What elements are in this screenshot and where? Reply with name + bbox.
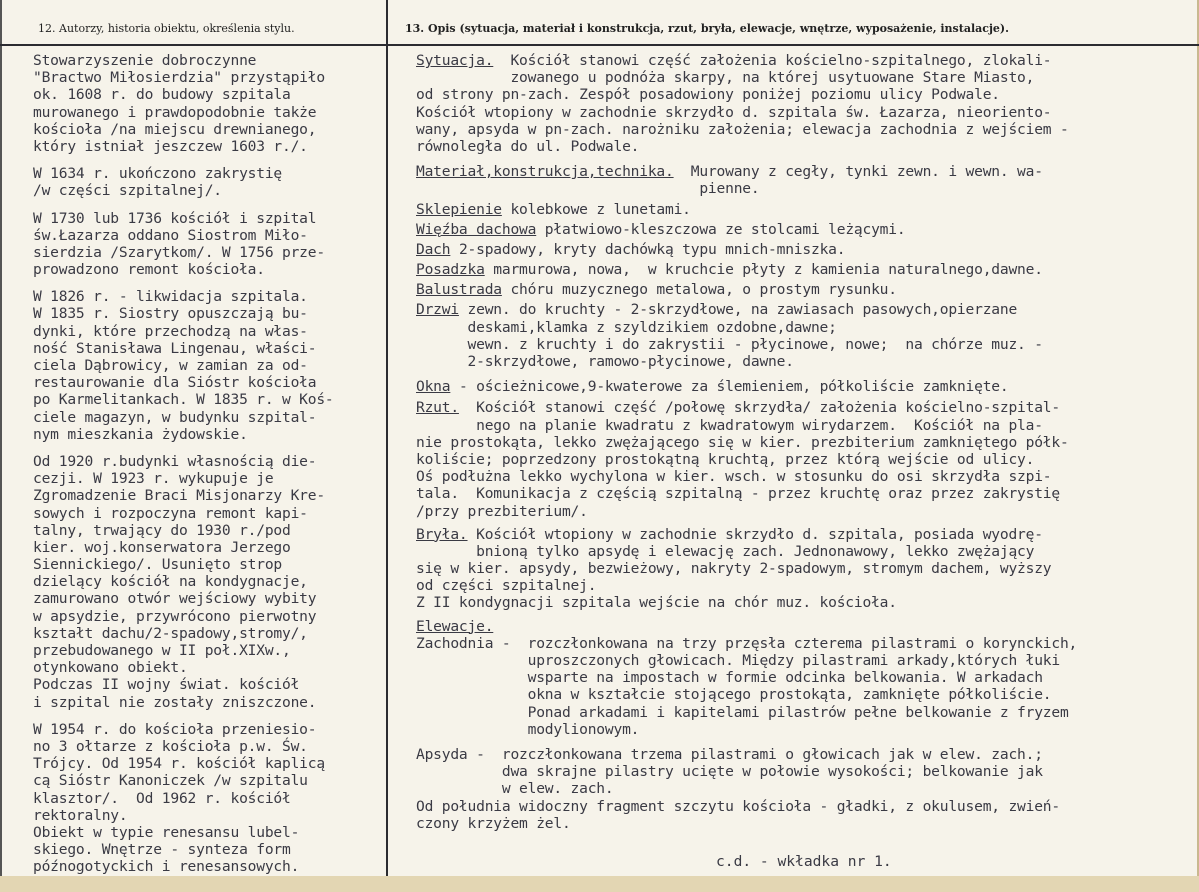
right-header-number: 13. [405, 22, 425, 35]
section-heading: Rzut. [416, 399, 459, 417]
text-line: kościoła /na miejscu drewnianego, [33, 120, 317, 138]
text-line: czony krzyżem żel. [416, 814, 571, 832]
text-line: Zgromadzenie Braci Misjonarzy Kre- [33, 487, 325, 505]
text-line: Okna - ościeżnicowe,9-kwaterowe za ślemieniem, półkoliście zamknięte. [416, 378, 1009, 396]
section-heading: Dach [416, 240, 451, 258]
text-line: /przy prezbiterium/. [416, 502, 588, 520]
text-line: cą Sióstr Kanoniczek /w szpitalu [33, 772, 308, 790]
text-line: św.Łazarza oddano Siostrom Miło- [33, 226, 308, 244]
text-line: Kościół wtopiony w zachodnie skrzydło d. szpitala św. Łazarza, nieorientо- [416, 103, 1052, 121]
text-line: od strony pn-zach. Zespół posadowiony poniżej poziomu ulicy Podwale. [416, 86, 1000, 104]
text-line: dzielący kościół na kondygnacje, [33, 573, 308, 591]
text-line: W 1826 r. - likwidacja szpitala. [33, 288, 308, 306]
description-paragraph [416, 618, 1196, 738]
description-column [416, 52, 1196, 832]
section-heading: Więźba dachowa [416, 220, 537, 238]
description-paragraph [416, 221, 1196, 238]
history-column [33, 52, 383, 875]
text-line: Rzut. Kościół stanowi część /połowę skrzydła/ założenia kościelno-szpital- [416, 399, 1060, 417]
text-line: ność Stanisława Lingenau, właści- [33, 339, 317, 357]
continuation-note: c.d. - wkładka nr 1. [716, 853, 892, 870]
left-column-header [38, 22, 295, 35]
text-line: się w kier. apsydy, bezwieżowy, nakryty 2-spadowym, stromym dachem, wyższy [416, 560, 1052, 578]
text-line: sierdzia /Szarytkom/. W 1756 prze- [33, 243, 325, 261]
text-line: okna w kształcie stojącego prostokąta, zamknięte półkoliście. [416, 686, 1052, 704]
text-line: Oś podłużna lekko wychylona w kier. wsch. w stosunku do osi skrzydła szpi- [416, 468, 1052, 486]
text-line: skiego. Wnętrze - synteza form [33, 841, 291, 859]
text-line: nym mieszkania żydowskie. [33, 425, 248, 443]
description-paragraph [416, 52, 1196, 155]
section-heading: Okna [416, 378, 451, 396]
text-line: zowanego u podnóża skarpy, na której usytuowane Stare Miasto, [416, 69, 1035, 87]
text-line: nie prostokąta, lekko zwężającego się w kier. prezbiterium zamkniętego półk- [416, 433, 1069, 451]
right-column-header [405, 22, 1009, 35]
text-line: wany, apsyda w pn-zach. narożniku założenia; elewacja zachodnia z wejściem - [416, 120, 1069, 138]
section-heading: Drzwi [416, 301, 459, 319]
text-line: wewn. z kruchty i do zakrystii - płycinowe, nowe; na chórze muz. - [416, 335, 1043, 353]
text-line: w apsydzie, przywrócono pierwotny [33, 607, 317, 625]
description-paragraph [416, 399, 1196, 519]
right-header-title: Opis (sytuacja, materiał i konstrukcja, rzut, bryła, elewacje, wnętrze, wyposażenie, instalacje). [427, 22, 1009, 35]
text-line: nego na planie kwadratu z kwadratowym wirydarzem. Kościół na pla- [416, 416, 1043, 434]
text-line: w elew. zach. [416, 780, 614, 798]
text-line: W 1835 r. Siostry opuszczają bu- [33, 305, 308, 323]
text-line: tala. Komunikacja z częścią szpitalną - przez kruchtę oraz przez zakrystię [416, 485, 1060, 503]
history-paragraph [33, 721, 383, 876]
text-line: koliście; poprzedzony prostokątną kruchtą, przez którą wejście od ulicy. [416, 450, 1035, 468]
text-line: późnogotyckich i renesansowych. [33, 858, 300, 876]
description-paragraph [416, 281, 1196, 298]
text-line: cezji. W 1923 r. wykupuje je [33, 470, 274, 488]
text-line: Trójcy. Od 1954 r. kościół kaplicą [33, 755, 325, 773]
description-paragraph [416, 746, 1196, 832]
text-line: Apsyda - rozczłonkowana trzema pilastrami o głowicach jak w elew. zach.; [416, 745, 1043, 763]
description-paragraph [416, 201, 1196, 218]
text-line: Więźba dachowa płatwiowo-kleszczowa ze stolcami leżącymi. [416, 220, 906, 238]
column-divider [386, 0, 388, 880]
text-line: ciela Dąbrowicy, w zamian za od- [33, 357, 308, 374]
text-line: talny, trwający do 1930 r./pod [33, 521, 291, 539]
text-line: klasztor/. Od 1962 r. kościół [33, 789, 291, 807]
text-line: W 1730 lub 1736 kościół i szpital [33, 209, 317, 227]
text-line: od części szpitalnej. [416, 577, 597, 595]
text-line: Dach 2-spadowy, kryty dachówką typu mnich-mniszka. [416, 240, 846, 258]
text-line: pienne. [416, 180, 760, 198]
text-line: murowanego i prawdopodobnie także [33, 103, 317, 121]
section-heading: Elewacje. [416, 617, 494, 635]
text-line: który istniał jeszczew 1603 r./. [33, 137, 308, 155]
left-edge-line [0, 0, 2, 892]
text-line: "Bractwo Miłosierdzia" przystąpiło [33, 69, 325, 87]
section-heading: Posadzka [416, 261, 485, 279]
section-heading: Sklepienie [416, 200, 502, 218]
section-heading: Materiał,konstrukcja,technika. [416, 163, 674, 181]
text-line: prowadzono remont kościoła. [33, 261, 265, 279]
text-line: restaurowanie dla Sióstr kościoła [33, 374, 317, 392]
text-line: dynki, które przechodzą na włas- [33, 322, 308, 340]
description-paragraph [416, 241, 1196, 258]
text-line: równoległa do ul. Podwale. [416, 137, 640, 155]
text-line: ciele magazyn, w budynku szpital- [33, 408, 317, 426]
text-line: Ponad arkadami i kapitelami pilastrów pełne belkowanie z fryzem [416, 703, 1069, 721]
left-header-title: Autorzy, historia obiektu, określenia stylu. [59, 22, 295, 35]
text-line: modylionowym. [416, 720, 640, 738]
text-line: W 1954 r. do kościoła przeniesio- [33, 720, 317, 738]
text-line: Od 1920 r.budynki własnością die- [33, 452, 317, 470]
text-line: W 1634 r. ukończono zakrystię [33, 165, 282, 183]
text-line: Sklepienie kolebkowe z lunetami. [416, 200, 691, 218]
text-line: wsparte na impostach w formie odcinka belkowania. W arkadach [416, 669, 1043, 687]
text-line: Podczas II wojny świat. kościół [33, 676, 300, 694]
section-heading: Sytuacja. [416, 52, 494, 69]
description-paragraph [416, 261, 1196, 278]
text-line: /w części szpitalnej/. [33, 182, 222, 200]
history-paragraph [33, 165, 383, 199]
text-line: Posadzka marmurowa, nowa, w kruchcie płyty z kamienia naturalnego,dawne. [416, 261, 1043, 279]
text-line: uproszczonych głowicach. Między pilastrami arkady,których łuki [416, 652, 1060, 669]
description-paragraph [416, 526, 1196, 612]
history-paragraph [33, 288, 383, 443]
text-line: Obiekt w typie renesansu lubel- [33, 823, 300, 841]
text-line: Materiał,konstrukcja,technika. Murowany z cegły, tynki zewn. i wewn. wa- [416, 163, 1043, 181]
text-line: 2-skrzydłowe, ramowo-płycinowe, dawne. [416, 353, 794, 370]
text-line: Z II kondygnacji szpitala wejście na chór muz. kościoła. [416, 594, 897, 612]
text-line: Od południa widoczny fragment szczytu kościoła - gładki, z okulusem, zwień- [416, 797, 1060, 815]
text-line: Bryła. Kościół wtopiony w zachodnie skrzydło d. szpitala, posiada wyodrę- [416, 525, 1043, 543]
text-line: ok. 1608 r. do budowy szpitala [33, 86, 291, 104]
text-line: Siennickiego/. Usunięto strop [33, 556, 282, 574]
text-line: sowych i rozpoczyna remont kapi- [33, 504, 308, 522]
left-header-number: 12. [38, 22, 56, 35]
text-line: kier. woj.konserwatora Jerzego [33, 538, 291, 556]
text-line: dwa skrajne pilastry ucięte w połowie wysokości; belkowanie jak [416, 763, 1043, 781]
text-line: i szpital nie zostały zniszczone. [33, 693, 317, 711]
text-line [416, 618, 1196, 635]
section-heading: Balustrada [416, 281, 502, 299]
text-line: bnioną tylko apsydę i elewację zach. Jednonawowy, lekko zwężający [416, 542, 1035, 560]
text-line: Drzwi zewn. do kruchty - 2-skrzydłowe, na zawiasach pasowych,opierzane [416, 301, 1018, 319]
description-paragraph [416, 163, 1196, 197]
text-line: Stowarzyszenie dobroczynne [33, 52, 257, 69]
text-line: otynkowano obiekt. [33, 659, 188, 677]
text-line: Zachodnia - rozczłonkowana na trzy przęsła czterema pilastrami o korynckich, [416, 634, 1078, 652]
text-line: no 3 ołtarze z kościoła p.w. Św. [33, 737, 308, 755]
text-line: Balustrada chóru muzycznego metalowa, o prostym rysunku. [416, 281, 897, 299]
history-paragraph [33, 453, 383, 711]
paper-bottom-edge [0, 876, 1199, 892]
text-line: rektoralny. [33, 806, 128, 824]
history-paragraph [33, 52, 383, 155]
header-divider [0, 44, 1199, 46]
text-line: zamurowano otwór wejściowy wybity [33, 590, 317, 608]
text-line: deskami,klamka z szyldzikiem ozdobne,dawne; [416, 318, 837, 336]
description-paragraph [416, 301, 1196, 370]
history-paragraph [33, 210, 383, 279]
section-heading: Bryła. [416, 525, 468, 543]
text-line: Sytuacja. Kościół stanowi część założenia kościelno-szpitalnego, zlokali- [416, 52, 1052, 69]
text-line: kształt dachu/2-spadowy,stromy/, [33, 624, 308, 642]
text-line: po Karmelitankach. W 1835 r. w Koś- [33, 391, 334, 409]
text-line: przebudowanego w II poł.XIXw., [33, 642, 291, 659]
description-paragraph [416, 378, 1196, 395]
